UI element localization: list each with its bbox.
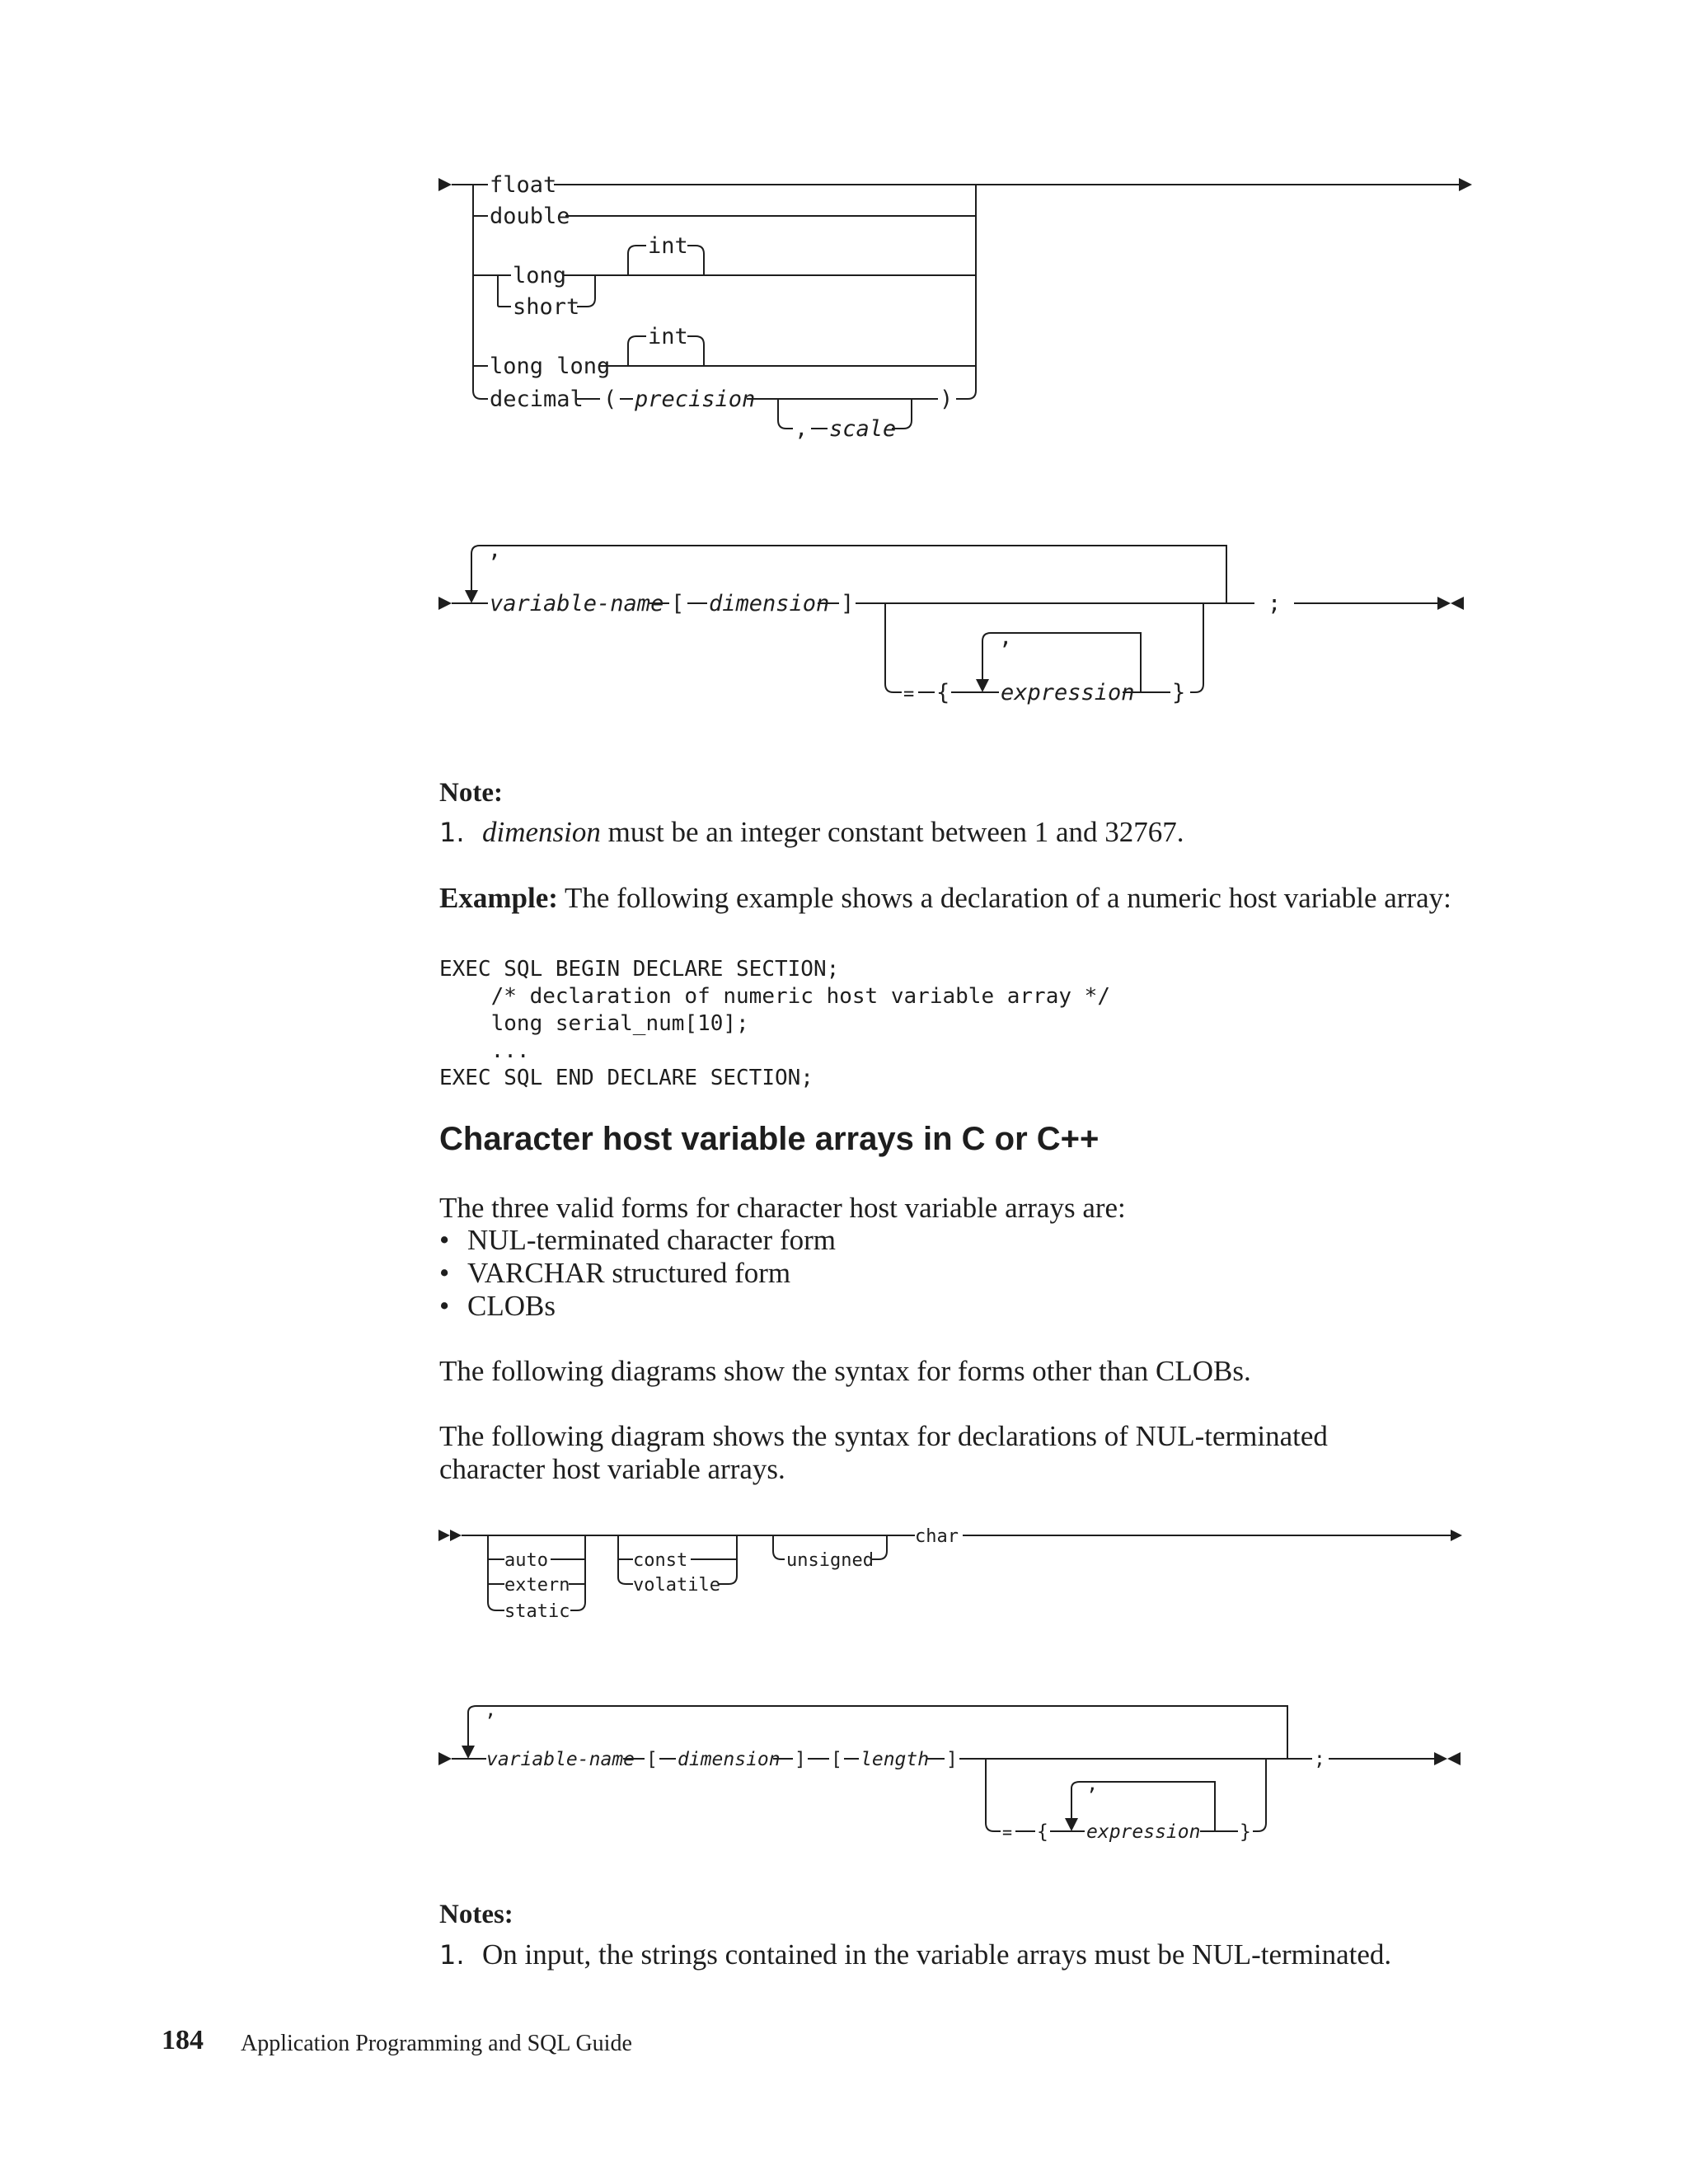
kw-char: char: [915, 1526, 959, 1547]
page-number: 184: [162, 2025, 204, 2055]
section-title: Character host variable arrays in C or C++: [439, 1121, 1100, 1157]
list-item: • NUL-terminated character form: [439, 1224, 836, 1257]
kw-short: short: [513, 294, 580, 320]
diagram4-inner-separator: ,: [1086, 1772, 1099, 1795]
diagram4-semicolon: ;: [1314, 1749, 1325, 1770]
notes-number: 1.: [439, 1939, 465, 1971]
kw-precision: precision: [635, 387, 756, 412]
kw-const: const: [633, 1550, 688, 1571]
dimension-label: dimension: [709, 591, 830, 616]
kw-auto: auto: [504, 1550, 548, 1571]
kw-static: static: [504, 1601, 570, 1622]
kw-comma: ,: [795, 416, 809, 442]
kw-volatile: volatile: [633, 1575, 720, 1596]
inner-separator: ,: [999, 625, 1013, 650]
diagram4-rbracket-1: ]: [795, 1749, 806, 1770]
kw-scale: scale: [829, 416, 897, 442]
kw-long-long: long long: [490, 354, 611, 379]
diagram4-variable-name: variable-name: [486, 1749, 635, 1770]
kw-int-1: int: [648, 233, 688, 259]
diagram4-rbracket-2: ]: [946, 1749, 958, 1770]
diagram4-equals: =: [1002, 1822, 1013, 1842]
list-item: • VARCHAR structured form: [439, 1257, 836, 1290]
lbracket: [: [671, 591, 685, 616]
expression-label: expression: [1001, 680, 1135, 705]
diagram4-length: length: [860, 1749, 930, 1770]
diagram4-rbrace: }: [1240, 1821, 1251, 1843]
diagram4-lbracket-2: [: [831, 1749, 842, 1770]
notes-text: On input, the strings contained in the variable arrays must be NUL-terminated.: [482, 1938, 1392, 1971]
example-code-block: EXEC SQL BEGIN DECLARE SECTION; /* declaration of numeric host variable array */ long serial_num[10]; ... EXEC SQL END DECLARE SECTION;: [439, 957, 1110, 1090]
rbrace: }: [1172, 680, 1186, 705]
paragraph-nul-terminated: The following diagram shows the syntax for declarations of NUL-terminated character host variable arrays.: [439, 1420, 1328, 1485]
kw-float: float: [490, 172, 557, 198]
notes-heading: Notes:: [439, 1900, 513, 1929]
list-item: • CLOBs: [439, 1290, 836, 1323]
equals-sign: =: [903, 684, 915, 705]
repeat-separator: ,: [488, 537, 502, 563]
diagram4-end-arrow-a: [1434, 1752, 1447, 1765]
diagram4-inner-repeat-arrow: [1065, 1818, 1078, 1831]
kw-lparen: (: [603, 387, 617, 412]
kw-int-2: int: [648, 324, 688, 349]
lbrace: {: [936, 680, 950, 705]
example-text: The following example shows a declaration of a numeric host variable array:: [557, 882, 1451, 914]
note-text: must be an integer constant between 1 and 32767.: [600, 816, 1184, 848]
kw-rparen: ): [940, 387, 954, 412]
paragraph-diagrams: The following diagrams show the syntax for forms other than CLOBs.: [439, 1355, 1251, 1387]
footer-title: Application Programming and SQL Guide: [241, 2031, 632, 2056]
note-term: dimension: [482, 816, 601, 848]
notes-item: [439, 1938, 1494, 1971]
diagram4-lbrace: {: [1037, 1821, 1048, 1843]
diagram4-repeat-separator: ,: [485, 1698, 497, 1721]
note-heading: Note:: [439, 778, 503, 808]
kw-unsigned: unsigned: [786, 1550, 874, 1571]
diagram4-lbracket-1: [: [646, 1749, 658, 1770]
rbracket: ]: [841, 591, 855, 616]
section-intro: The three valid forms for character host variable arrays are:: [439, 1192, 1126, 1224]
semicolon: ;: [1268, 591, 1282, 616]
kw-extern: extern: [504, 1575, 570, 1596]
diagram4-end-arrow-b: [1447, 1752, 1461, 1765]
example-label: Example:: [439, 882, 558, 914]
kw-double: double: [490, 204, 570, 229]
variable-name-label: variable-name: [490, 591, 664, 616]
diagram4-repeat-arrow: [462, 1746, 475, 1759]
diagram4-dimension: dimension: [678, 1749, 781, 1770]
kw-decimal: decimal: [490, 387, 584, 412]
note-number: 1.: [439, 817, 465, 848]
kw-long: long: [513, 263, 567, 288]
diagram4-start-arrow: [438, 1752, 452, 1765]
diagram4-expression: expression: [1086, 1821, 1201, 1843]
